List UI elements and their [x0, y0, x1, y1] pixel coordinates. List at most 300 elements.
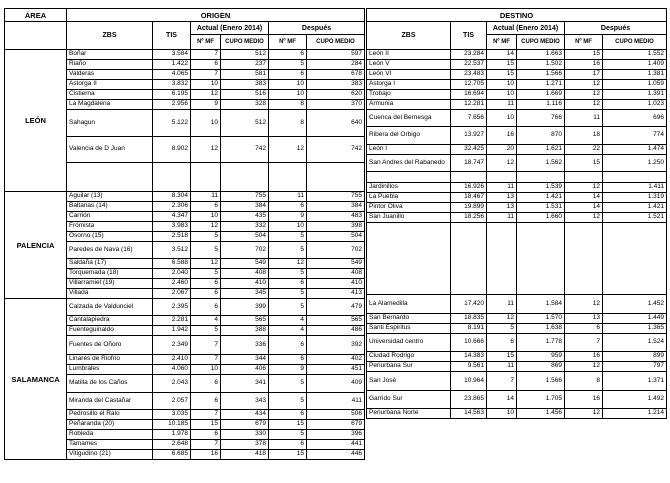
- zbs-cell: Torquemada (18): [67, 269, 153, 279]
- despues-nmf-cell: 9: [269, 365, 307, 375]
- actual-nmf-cell: 5: [191, 269, 221, 279]
- tis-cell: 3.832: [153, 80, 191, 90]
- actual-nmf-cell: 6: [191, 202, 221, 212]
- zbs-header: ZBS: [367, 22, 451, 50]
- empty-cell: [367, 172, 451, 183]
- actual-nmf-cell: 15: [487, 352, 517, 362]
- zbs-cell: Ciudad Rodrigo: [367, 352, 451, 362]
- actual-nmf-cell: 6: [191, 375, 221, 393]
- despues-nmf-cell: 7: [565, 334, 603, 352]
- actual-cupo-cell: 766: [517, 110, 565, 127]
- tis-cell: 7.656: [451, 110, 487, 127]
- despues-cupo-cell: 597: [307, 50, 365, 60]
- despues-nmf-cell: 10: [269, 90, 307, 100]
- actual-cupo-cell: 378: [221, 440, 269, 450]
- origen-table: [4, 8, 365, 460]
- tis-cell: 10.185: [153, 420, 191, 430]
- despues-cupo-cell: 483: [307, 212, 365, 222]
- zbs-cell: Linares de Riofrio: [67, 355, 153, 365]
- actual-cupo-cell: 702: [221, 242, 269, 259]
- despues-cupo-cell: 384: [307, 202, 365, 212]
- table-row: [367, 155, 667, 172]
- despues-cupo-cell: 1.391: [603, 90, 667, 100]
- actual-cupo-cell: 434: [221, 410, 269, 420]
- despues-cupo-cell: 565: [307, 316, 365, 326]
- tis-cell: 17.420: [451, 295, 487, 314]
- actual-cupo-cell: 328: [221, 100, 269, 110]
- actual-nmf-cell: 12: [191, 259, 221, 269]
- despues-cupo-cell: 899: [603, 352, 667, 362]
- actual-cupo-cell: 1.638: [517, 324, 565, 334]
- despues-nmf-cell: 15: [269, 450, 307, 460]
- despues-nmf-cell: 12: [565, 409, 603, 419]
- actual-nmf-cell: 6: [191, 279, 221, 289]
- despues-cupo-cell: 755: [307, 192, 365, 202]
- actual-nmf-cell: 11: [487, 362, 517, 372]
- zbs-cell: Matilla de los Caños: [67, 375, 153, 393]
- actual-nmf-cell: 11: [487, 213, 517, 223]
- despues-cupo-cell: 284: [307, 60, 365, 70]
- tis-cell: 16.926: [451, 183, 487, 193]
- tis-cell: 18.747: [451, 155, 487, 172]
- despues-cupo-cell: 1.250: [603, 155, 667, 172]
- tis-cell: 12.281: [451, 100, 487, 110]
- despues-cupo-cell: 504: [307, 232, 365, 242]
- despues-cupo-cell: 702: [307, 242, 365, 259]
- despues-nmf-cell: 5: [269, 232, 307, 242]
- despues-nmf-cell: 5: [269, 299, 307, 316]
- actual-nmf-cell: 7: [191, 410, 221, 420]
- actual-nmf-cell: 12: [191, 90, 221, 100]
- despues-nmf-cell: 10: [269, 80, 307, 90]
- tis-cell: 12.705: [451, 80, 487, 90]
- despues-nmf-cell: 16: [565, 60, 603, 70]
- empty-cell: [487, 223, 517, 295]
- despues-nmf-cell: 10: [269, 222, 307, 232]
- despues-nmf-cell: 6: [269, 440, 307, 450]
- actual-nmf-cell: 7: [191, 355, 221, 365]
- actual-cupo-cell: 1.663: [517, 50, 565, 60]
- despues-nmf-cell: 14: [565, 203, 603, 213]
- tis-cell: 22.537: [451, 60, 487, 70]
- zbs-cell: Riaño: [67, 60, 153, 70]
- despues-cupo-cell: 678: [307, 70, 365, 80]
- actual-cupo-cell: 512: [221, 110, 269, 137]
- table-row: [367, 183, 667, 193]
- cupo-header: CUPO MEDIO: [603, 35, 667, 50]
- tis-cell: 23.483: [451, 70, 487, 80]
- despues-nmf-cell: 6: [269, 336, 307, 355]
- table-row: [367, 324, 667, 334]
- despues-cupo-cell: 383: [307, 80, 365, 90]
- zbs-cell: León I: [367, 145, 451, 155]
- actual-nmf-cell: 20: [487, 145, 517, 155]
- despues-nmf-cell: 5: [269, 430, 307, 440]
- actual-cupo-cell: 435: [221, 212, 269, 222]
- table-row: [367, 362, 667, 372]
- actual-cupo-cell: 581: [221, 70, 269, 80]
- actual-nmf-cell: 12: [191, 137, 221, 163]
- actual-nmf-cell: 9: [191, 100, 221, 110]
- actual-cupo-cell: 869: [517, 362, 565, 372]
- tis-cell: 2.067: [153, 289, 191, 299]
- tis-cell: 2.281: [153, 316, 191, 326]
- tis-cell: 2.057: [153, 393, 191, 410]
- nmf-header: Nº MF: [487, 35, 517, 50]
- despues-cupo-cell: 413: [307, 289, 365, 299]
- zbs-cell: Vitigudino (21): [67, 450, 153, 460]
- actual-nmf-cell: 11: [191, 192, 221, 202]
- despues-cupo-cell: 1.411: [603, 183, 667, 193]
- tis-cell: 14.383: [451, 352, 487, 362]
- actual-nmf-cell: 12: [487, 314, 517, 324]
- tis-cell: 19.899: [451, 203, 487, 213]
- actual-cupo-cell: 549: [221, 259, 269, 269]
- zbs-cell: Lumbrales: [67, 365, 153, 375]
- actual-nmf-cell: 4: [191, 316, 221, 326]
- tis-cell: 2.518: [153, 232, 191, 242]
- actual-cupo-cell: 341: [221, 375, 269, 393]
- zbs-cell: San Bernardo: [367, 314, 451, 324]
- actual-nmf-cell: 10: [191, 110, 221, 137]
- table-row: [5, 299, 365, 316]
- actual-cupo-cell: 565: [221, 316, 269, 326]
- despues-nmf-cell: 5: [269, 289, 307, 299]
- despues-nmf-cell: 15: [565, 50, 603, 60]
- despues-cupo-cell: 1.381: [603, 70, 667, 80]
- zbs-cell: Paredes de Nava (16): [67, 242, 153, 259]
- cupo-header: CUPO MEDIO: [307, 35, 365, 50]
- empty-cell: [153, 163, 191, 192]
- despues-nmf-cell: 16: [565, 391, 603, 409]
- despues-nmf-cell: 8: [565, 372, 603, 391]
- table-row: [367, 80, 667, 90]
- tis-cell: 2.395: [153, 299, 191, 316]
- despues-cupo-cell: 1.409: [603, 60, 667, 70]
- despues-nmf-cell: 13: [565, 314, 603, 324]
- table-row: [367, 90, 667, 100]
- actual-nmf-cell: 12: [487, 155, 517, 172]
- tis-cell: 3.584: [153, 50, 191, 60]
- tis-cell: 2.306: [153, 202, 191, 212]
- actual-nmf-cell: 10: [191, 365, 221, 375]
- actual-cupo-cell: 1.621: [517, 145, 565, 155]
- zbs-cell: Peñaranda (20): [67, 420, 153, 430]
- actual-nmf-cell: 16: [191, 450, 221, 460]
- despues-cupo-cell: 486: [307, 326, 365, 336]
- actual-cupo-cell: 1.778: [517, 334, 565, 352]
- table-row: [5, 50, 365, 60]
- zbs-cell: León II: [367, 50, 451, 60]
- zbs-cell: Santi Espiritus: [367, 324, 451, 334]
- actual-cupo-cell: 959: [517, 352, 565, 362]
- despues-cupo-cell: 1.023: [603, 100, 667, 110]
- despues-nmf-cell: 12: [565, 213, 603, 223]
- actual-nmf-cell: 6: [191, 289, 221, 299]
- empty-cell: [487, 172, 517, 183]
- empty-cell: [367, 223, 451, 295]
- despues-cupo-cell: 409: [307, 375, 365, 393]
- despues-cupo-cell: 1.059: [603, 80, 667, 90]
- actual-header: Actual (Enero 2014): [191, 22, 269, 35]
- despues-cupo-cell: 451: [307, 365, 365, 375]
- actual-cupo-cell: 742: [221, 137, 269, 163]
- tis-cell: 14.563: [451, 409, 487, 419]
- tis-cell: 32.425: [451, 145, 487, 155]
- despues-nmf-cell: 6: [269, 355, 307, 365]
- despues-nmf-cell: 12: [565, 362, 603, 372]
- despues-cupo-cell: 742: [307, 137, 365, 163]
- table-row: [367, 295, 667, 314]
- table-row-empty: [367, 223, 667, 295]
- zbs-cell: Armunia: [367, 100, 451, 110]
- despues-cupo-cell: 410: [307, 279, 365, 289]
- zbs-cell: San José: [367, 372, 451, 391]
- actual-cupo-cell: 237: [221, 60, 269, 70]
- destino-header: DESTINO: [367, 9, 667, 22]
- table-row: [367, 409, 667, 419]
- tis-cell: 2.349: [153, 336, 191, 355]
- destino-table: [366, 8, 667, 419]
- actual-cupo-cell: 1.502: [517, 60, 565, 70]
- despues-cupo-cell: 549: [307, 259, 365, 269]
- despues-nmf-cell: 5: [269, 375, 307, 393]
- origen-header: ORIGEN: [67, 9, 365, 22]
- table-row: [5, 192, 365, 202]
- tis-cell: 23.865: [451, 391, 487, 409]
- despues-header: Después: [269, 22, 365, 35]
- zbs-cell: Universidad centro: [367, 334, 451, 352]
- despues-nmf-cell: 6: [269, 410, 307, 420]
- actual-cupo-cell: 1.562: [517, 155, 565, 172]
- actual-nmf-cell: 10: [487, 110, 517, 127]
- actual-cupo-cell: 330: [221, 430, 269, 440]
- tis-cell: 10.666: [451, 334, 487, 352]
- actual-cupo-cell: 1.539: [517, 183, 565, 193]
- zbs-cell: La Puebla: [367, 193, 451, 203]
- tis-cell: 6.685: [153, 450, 191, 460]
- zbs-cell: Saldaña (17): [67, 259, 153, 269]
- despues-nmf-cell: 18: [565, 127, 603, 145]
- actual-nmf-cell: 10: [191, 212, 221, 222]
- empty-cell: [451, 223, 487, 295]
- actual-nmf-cell: 10: [487, 90, 517, 100]
- empty-cell: [565, 172, 603, 183]
- actual-cupo-cell: 1.271: [517, 80, 565, 90]
- zbs-cell: Frómista: [67, 222, 153, 232]
- empty-cell: [517, 172, 565, 183]
- tis-cell: 4.065: [153, 70, 191, 80]
- tis-cell: 2.648: [153, 440, 191, 450]
- empty-cell: [307, 163, 365, 192]
- actual-cupo-cell: 384: [221, 202, 269, 212]
- actual-nmf-cell: 5: [487, 324, 517, 334]
- tis-cell: 18.256: [451, 213, 487, 223]
- despues-cupo-cell: 479: [307, 299, 365, 316]
- actual-cupo-cell: 344: [221, 355, 269, 365]
- despues-nmf-cell: 6: [269, 279, 307, 289]
- despues-nmf-cell: 12: [269, 259, 307, 269]
- table-row: [367, 391, 667, 409]
- despues-nmf-cell: 22: [565, 145, 603, 155]
- actual-cupo-cell: 1.669: [517, 90, 565, 100]
- actual-nmf-cell: 7: [487, 372, 517, 391]
- actual-nmf-cell: 6: [191, 299, 221, 316]
- tis-cell: 8.304: [153, 192, 191, 202]
- despues-nmf-cell: 15: [565, 155, 603, 172]
- zbs-cell: Garrido Sur: [367, 391, 451, 409]
- actual-cupo-cell: 1.705: [517, 391, 565, 409]
- area-header-blank: [5, 22, 67, 50]
- actual-nmf-cell: 13: [487, 193, 517, 203]
- empty-cell: [603, 172, 667, 183]
- empty-cell: [603, 223, 667, 295]
- actual-cupo-cell: 504: [221, 232, 269, 242]
- despues-cupo-cell: 1.319: [603, 193, 667, 203]
- zbs-cell: Cistierna: [67, 90, 153, 100]
- table-row: [367, 352, 667, 362]
- tis-cell: 23.284: [451, 50, 487, 60]
- table-row: [367, 100, 667, 110]
- tis-cell: 2.956: [153, 100, 191, 110]
- despues-cupo-cell: 441: [307, 440, 365, 450]
- despues-nmf-cell: 6: [269, 70, 307, 80]
- despues-nmf-cell: 12: [565, 90, 603, 100]
- actual-nmf-cell: 14: [487, 50, 517, 60]
- despues-cupo-cell: 396: [307, 430, 365, 440]
- despues-cupo-cell: 402: [307, 355, 365, 365]
- actual-nmf-cell: 10: [487, 409, 517, 419]
- actual-cupo-cell: 336: [221, 336, 269, 355]
- area-name: LEÓN: [5, 50, 67, 192]
- despues-cupo-cell: 1.521: [603, 213, 667, 223]
- table-row: [367, 203, 667, 213]
- tis-cell: 8.191: [451, 324, 487, 334]
- actual-nmf-cell: 5: [191, 232, 221, 242]
- tis-cell: 2.040: [153, 269, 191, 279]
- table-row: [367, 50, 667, 60]
- actual-cupo-cell: 1.566: [517, 372, 565, 391]
- tis-cell: 1.942: [153, 326, 191, 336]
- despues-cupo-cell: 640: [307, 110, 365, 137]
- zbs-cell: Astorga I: [367, 80, 451, 90]
- despues-cupo-cell: 774: [603, 127, 667, 145]
- actual-nmf-cell: 10: [191, 80, 221, 90]
- actual-nmf-cell: 11: [487, 183, 517, 193]
- despues-nmf-cell: 11: [269, 192, 307, 202]
- empty-cell: [221, 163, 269, 192]
- despues-cupo-cell: 506: [307, 410, 365, 420]
- despues-cupo-cell: 1.449: [603, 314, 667, 324]
- actual-cupo-cell: 383: [221, 80, 269, 90]
- actual-cupo-cell: 399: [221, 299, 269, 316]
- despues-nmf-cell: 12: [565, 100, 603, 110]
- zbs-cell: Ribera del Orbigo: [367, 127, 451, 145]
- area-name: SALAMANCA: [5, 299, 67, 460]
- zbs-cell: Valencia de D Juan: [67, 137, 153, 163]
- tis-cell: 18.467: [451, 193, 487, 203]
- zbs-cell: Fuentes de Oñoro: [67, 336, 153, 355]
- despues-cupo-cell: 411: [307, 393, 365, 410]
- cupo-header: CUPO MEDIO: [221, 35, 269, 50]
- despues-nmf-cell: 8: [269, 100, 307, 110]
- actual-nmf-cell: 11: [487, 295, 517, 314]
- despues-nmf-cell: 5: [269, 242, 307, 259]
- tis-cell: 3.983: [153, 222, 191, 232]
- empty-cell: [67, 163, 153, 192]
- zbs-cell: Sahagun: [67, 110, 153, 137]
- despues-cupo-cell: 398: [307, 222, 365, 232]
- actual-nmf-cell: 7: [191, 70, 221, 80]
- actual-cupo-cell: 516: [221, 90, 269, 100]
- tis-cell: 4.060: [153, 365, 191, 375]
- tis-cell: 9.561: [451, 362, 487, 372]
- actual-cupo-cell: 1.566: [517, 70, 565, 80]
- despues-header: Después: [565, 22, 667, 35]
- tis-header: TIS: [451, 22, 487, 50]
- tis-cell: 1.422: [153, 60, 191, 70]
- tis-cell: 18.835: [451, 314, 487, 324]
- despues-nmf-cell: 14: [565, 193, 603, 203]
- actual-cupo-cell: 345: [221, 289, 269, 299]
- zbs-cell: Villarramiel (19): [67, 279, 153, 289]
- despues-cupo-cell: 408: [307, 269, 365, 279]
- actual-cupo-cell: 1.531: [517, 203, 565, 213]
- empty-cell: [191, 163, 221, 192]
- empty-cell: [517, 223, 565, 295]
- despues-cupo-cell: 797: [603, 362, 667, 372]
- area-name: PALENCIA: [5, 192, 67, 299]
- despues-cupo-cell: 446: [307, 450, 365, 460]
- despues-nmf-cell: 6: [269, 202, 307, 212]
- tis-cell: 10.964: [451, 372, 487, 391]
- zbs-header: ZBS: [67, 22, 153, 50]
- zbs-cell: La Alamedilla: [367, 295, 451, 314]
- zbs-cell: Miranda del Castañar: [67, 393, 153, 410]
- actual-nmf-cell: 6: [487, 334, 517, 352]
- despues-nmf-cell: 5: [269, 393, 307, 410]
- actual-cupo-cell: 512: [221, 50, 269, 60]
- table-row: [367, 334, 667, 352]
- actual-cupo-cell: 1.421: [517, 193, 565, 203]
- actual-nmf-cell: 7: [191, 440, 221, 450]
- table-row: [367, 110, 667, 127]
- zbs-cell: Valderas: [67, 70, 153, 80]
- actual-cupo-cell: 1.116: [517, 100, 565, 110]
- actual-cupo-cell: 1.456: [517, 409, 565, 419]
- actual-cupo-cell: 343: [221, 393, 269, 410]
- actual-nmf-cell: 12: [191, 222, 221, 232]
- table-row: [367, 127, 667, 145]
- actual-nmf-cell: 6: [191, 60, 221, 70]
- despues-cupo-cell: 696: [603, 110, 667, 127]
- despues-cupo-cell: 1.552: [603, 50, 667, 60]
- actual-cupo-cell: 870: [517, 127, 565, 145]
- actual-cupo-cell: 408: [221, 269, 269, 279]
- tis-cell: 16.694: [451, 90, 487, 100]
- zbs-cell: Astorga II: [67, 80, 153, 90]
- despues-nmf-cell: 9: [269, 212, 307, 222]
- table-row: [367, 372, 667, 391]
- zbs-cell: La Magdalena: [67, 100, 153, 110]
- zbs-cell: Fuenteguinaldo: [67, 326, 153, 336]
- zbs-cell: Pedrosillo el Ralo: [67, 410, 153, 420]
- tis-cell: 13.927: [451, 127, 487, 145]
- actual-header: Actual (Enero 2014): [487, 22, 565, 35]
- zbs-cell: Tamames: [67, 440, 153, 450]
- actual-nmf-cell: 13: [487, 203, 517, 213]
- despues-cupo-cell: 1.421: [603, 203, 667, 213]
